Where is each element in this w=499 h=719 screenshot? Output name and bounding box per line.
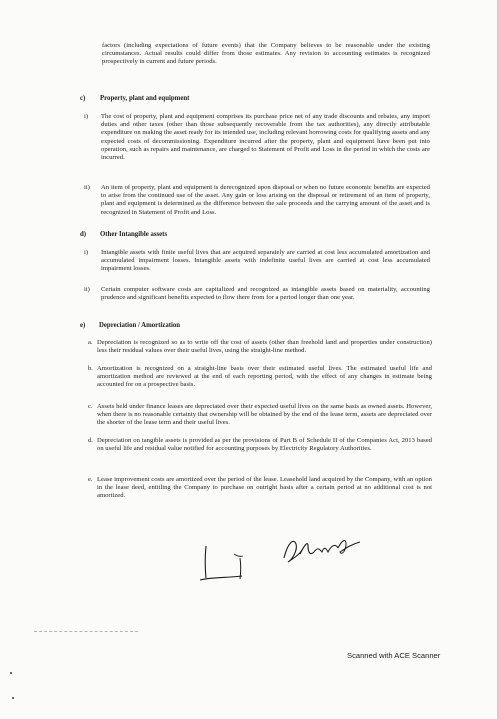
e-b-paragraph: Amortization is recognized on a straight-line basis over their estimated useful lives. The estimated useful life and amortization method are reviewed at the end of each reporting period, with the effect of any changes in estimate being accounted for on a prospective basis. <box>97 365 432 389</box>
d-i-paragraph: Intangible assets with finite useful lives that are acquired separately are carried at cost less accumulated amortization and accumulated impairment losses. Intangible assets with indefinite useful lives are carried at cost less accumulated impairment losses. <box>101 249 430 273</box>
e-e-marker: e. <box>88 476 93 483</box>
d-i-marker: i) <box>84 249 89 256</box>
signature-right <box>280 532 364 572</box>
e-b-marker: b. <box>88 365 93 372</box>
c-i-paragraph: The cost of property, plant and equipment comprises its purchase price net of any trade discounts and rebates, any import duties and other taxes (other than those subsequently recoverable from the tax authorities), any directly attributable expenditure on making the asset ready for its intended use, including relevant borrowing costs for qualifying assets and any expected costs of decommissioning. Expenditure incurred after the property, plant and equipment have been put into operation, such as repairs and maintenance, are charged to Statement of Profit and Loss in the period in which the costs are incurred. <box>101 113 430 162</box>
e-e-paragraph: Lease improvement costs are amortized over the period of the lease. Leasehold land acquired by the Company, with an option in the lease deed, entitling the Company to purchase on outright basis after a certain period at no additional cost is not amortized. <box>97 476 432 500</box>
e-d-marker: d. <box>88 437 93 444</box>
intro-paragraph: factors (including expectations of future events) that the Company believes to be reasonable under the existing circumstances. Actual results could differ from those estimates. Any revision to accounting estimates is recognized prospectively in current and future periods. <box>102 42 430 66</box>
scan-speck <box>12 697 14 699</box>
e-c-paragraph: Assets held under finance leases are depreciated over their expected useful lives on the same basis as owned assets. However, when there is no reasonable certainty that ownership will be obtained by the end of the lease term, assets are depreciated over the shorter of the lease term and their useful lives. <box>97 403 432 427</box>
scanner-watermark: Scanned with ACE Scanner <box>347 651 441 660</box>
e-a-paragraph: Depreciation is recognized so as to write off the cost of assets (other than freehold land and properties under construction) less their residual values over their useful lives, using the straight-line method. <box>97 339 432 355</box>
section-c-marker: c) <box>80 95 86 102</box>
e-a-marker: a. <box>88 339 93 346</box>
c-ii-marker: ii) <box>84 184 90 191</box>
section-d-marker: d) <box>80 231 87 238</box>
c-i-marker: i) <box>84 113 89 120</box>
signature-left <box>196 540 256 588</box>
c-ii-paragraph: An item of property, plant and equipment is derecognized upon disposal or when no future economic benefits are expected to arise from the continued use of the asset. Any gain or loss arising on the disposal or retirement of an item of property, plant and equipment is determined as the difference between the sale proceeds and the carrying amount of the asset and is recognized in Statement of Profit and Loss. <box>101 184 430 216</box>
e-c-marker: c. <box>88 403 93 410</box>
scan-speck <box>10 672 12 674</box>
section-e-title: Depreciation / Amortization <box>99 322 181 329</box>
d-ii-marker: ii) <box>84 286 90 293</box>
section-d-title: Other Intangible assets <box>100 231 168 238</box>
faint-footer-line <box>34 631 138 634</box>
section-c-title: Property, plant and equipment <box>100 95 190 102</box>
section-e-marker: e) <box>80 322 86 329</box>
d-ii-paragraph: Certain computer software costs are capitalized and recognized as intangible assets based on materiality, accounting prudence and significant benefits expected to flow there from for a period longer than one year. <box>101 286 430 302</box>
e-d-paragraph: Depreciation on tangible assets is provided as per the provisions of Part B of Schedule II of the Companies Act, 2013 based on useful life and residual value notified for accounting purposes by Electricity Regulatory Authorities. <box>97 437 432 453</box>
